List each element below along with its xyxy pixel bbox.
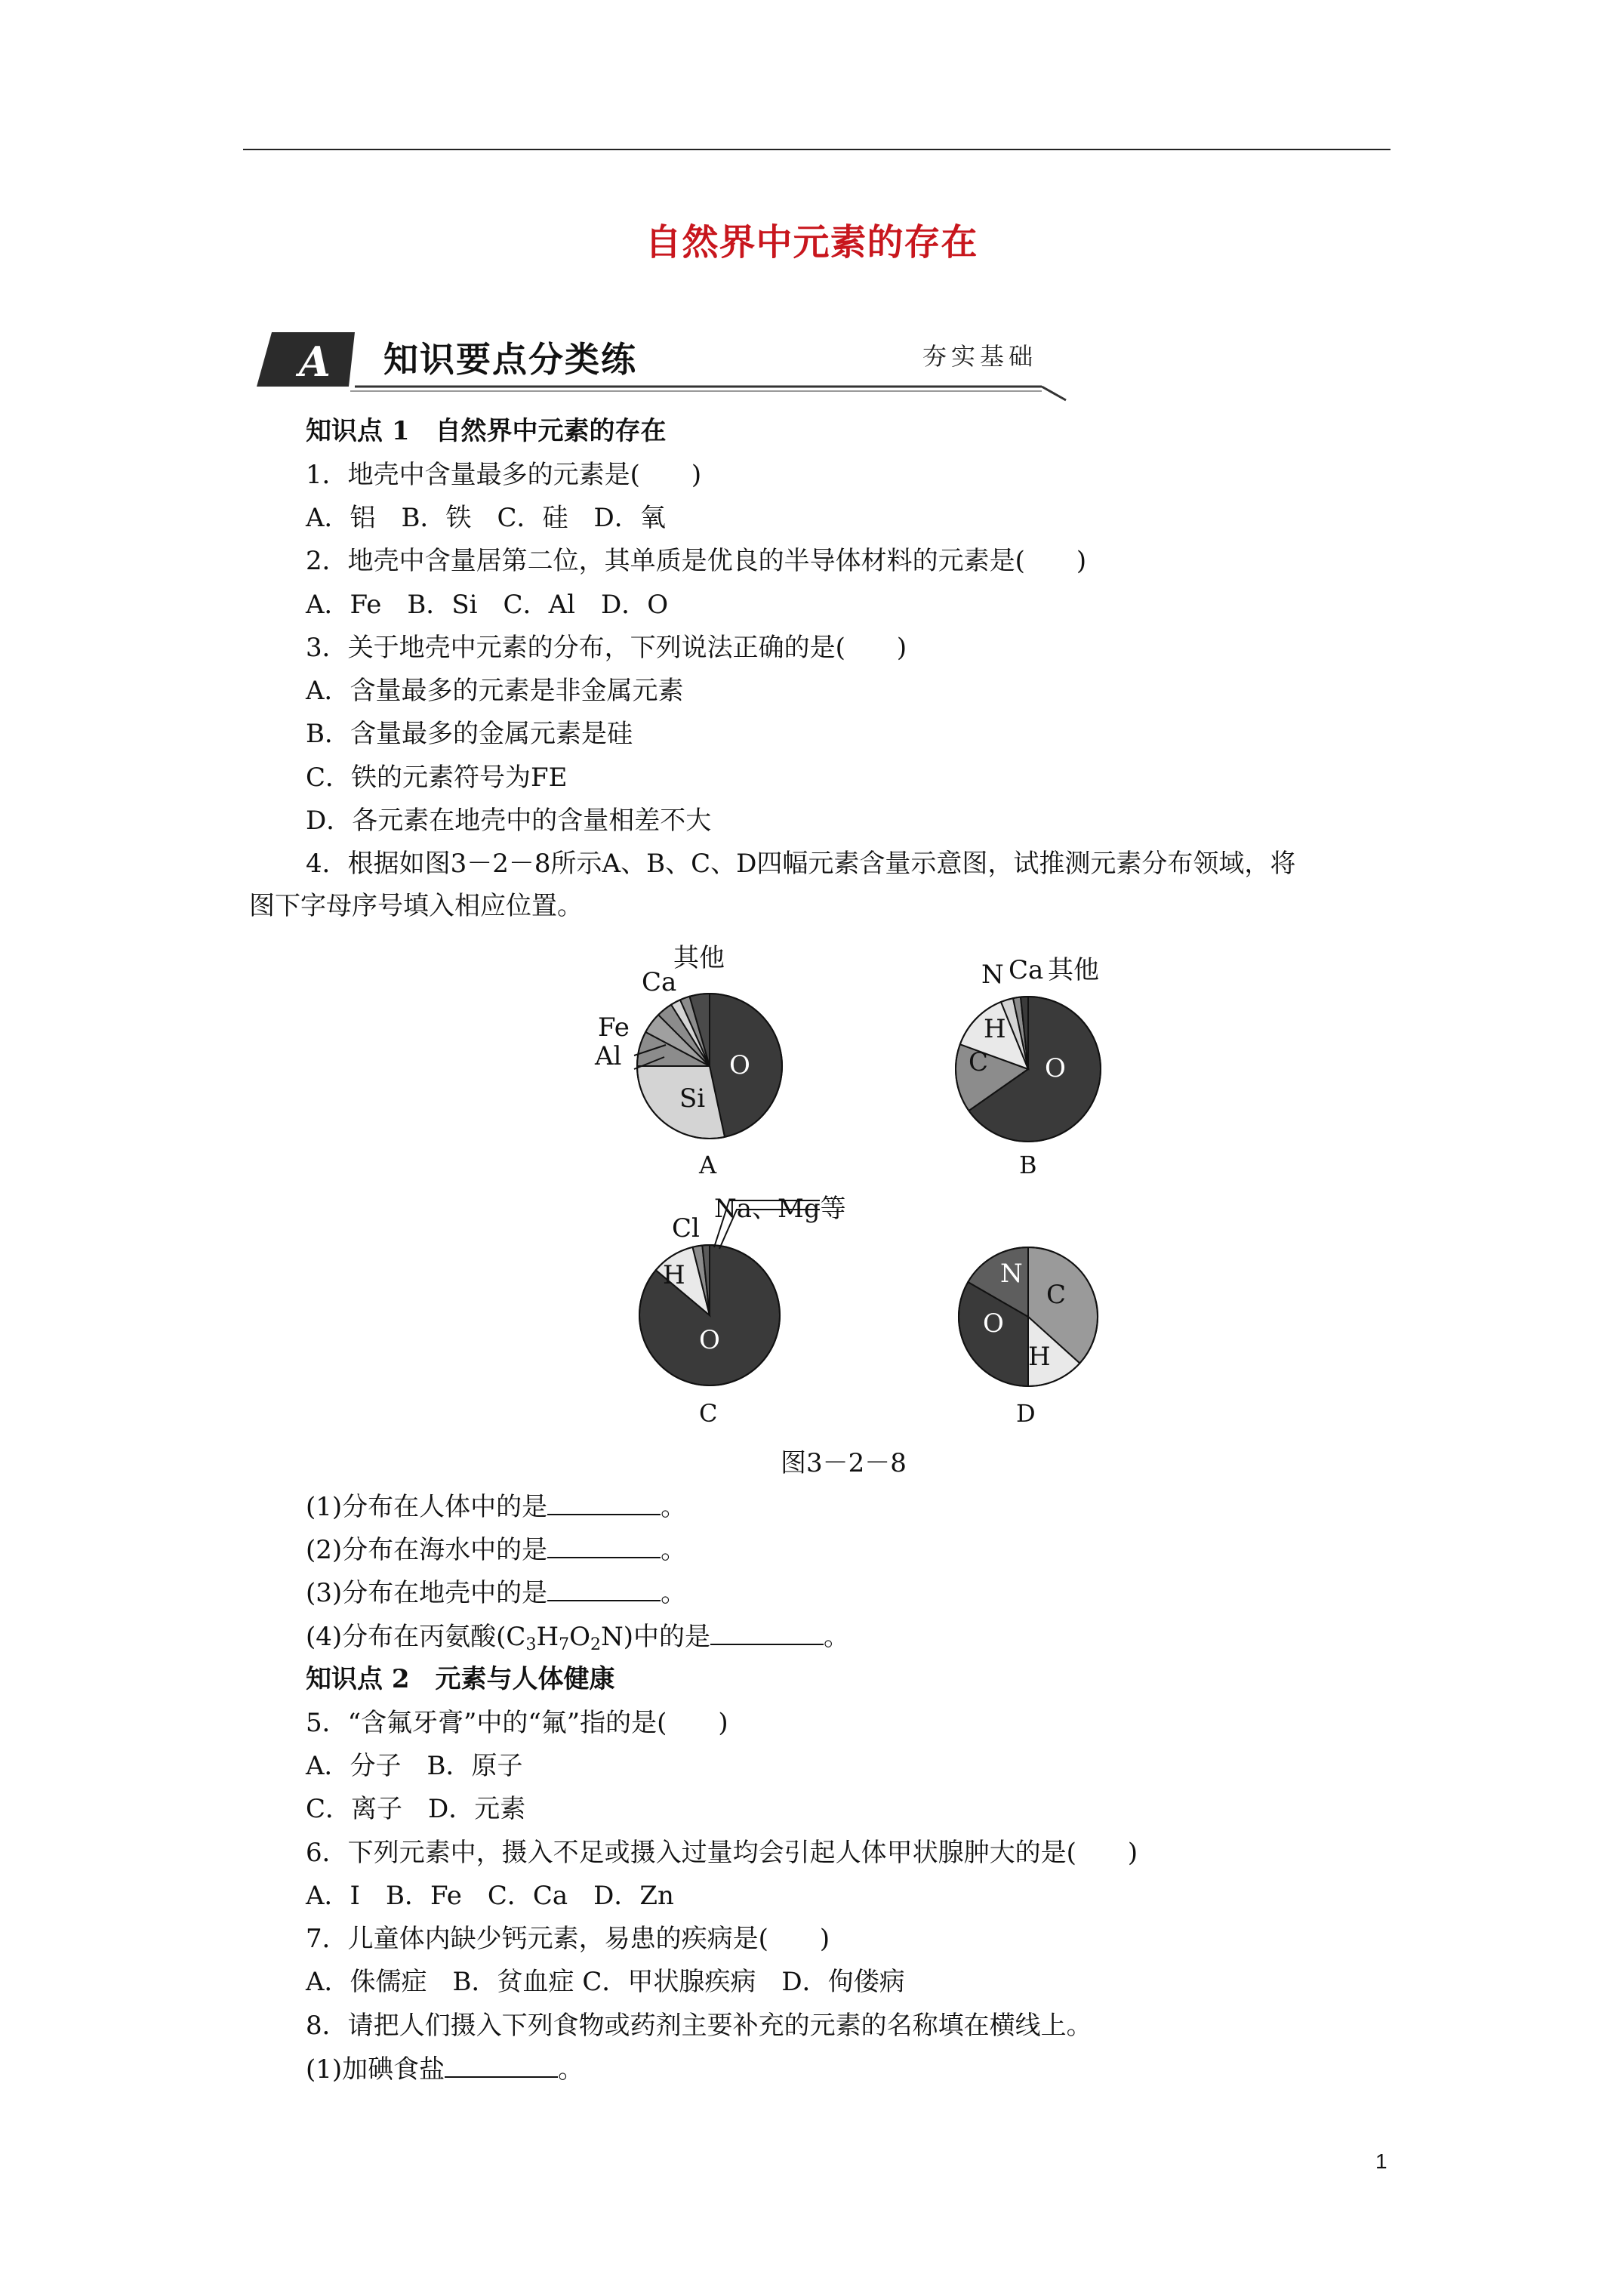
q8-1-period: 。 bbox=[558, 2054, 584, 2085]
pie-c-letter: C bbox=[699, 1399, 718, 1428]
question-4-part-2 bbox=[306, 1534, 686, 1565]
q4-4-sub-2: 7 bbox=[559, 1635, 570, 1654]
section-heading-2: 知识点 2 元素与人体健康 bbox=[306, 1664, 615, 1694]
pie-a-label-ca: Ca bbox=[642, 967, 677, 997]
figure-pie-charts bbox=[559, 936, 1132, 1435]
q4-3-text: (3)分布在地壳中的是 bbox=[306, 1578, 548, 1608]
question-5: 5．“含氟牙膏”中的“氟”指的是( ) bbox=[306, 1708, 728, 1738]
question-5-options-ab: A．分子 B．原子 bbox=[306, 1751, 523, 1781]
question-4-part-3 bbox=[306, 1577, 686, 1608]
question-3-option-d: D．各元素在地壳中的含量相差不大 bbox=[306, 806, 712, 836]
pie-c-label-cl: Cl bbox=[672, 1213, 700, 1244]
q4-2-period: 。 bbox=[661, 1535, 687, 1565]
answer-blank-q4-3[interactable] bbox=[547, 1577, 661, 1601]
q4-3-period: 。 bbox=[661, 1578, 687, 1608]
question-8: 8．请把人们摄入下列食物或药剂主要补充的元素的名称填在横线上。 bbox=[306, 2011, 1092, 2041]
question-7-options: A．侏儒症 B．贫血症 C．甲状腺疾病 D．佝偻病 bbox=[306, 1967, 905, 1997]
pie-a-label-si: Si bbox=[679, 1083, 706, 1114]
q4-2-text: (2)分布在海水中的是 bbox=[306, 1535, 548, 1565]
figure-caption: 图3－2－8 bbox=[781, 1448, 907, 1478]
question-5-options-cd: C．离子 D．元素 bbox=[306, 1794, 526, 1824]
pie-b-label-n: N bbox=[981, 960, 1004, 990]
header-rule bbox=[243, 149, 1390, 150]
question-1-options: A．铝 B．铁 C．硅 D．氧 bbox=[306, 503, 666, 533]
pie-b-label-h: H bbox=[984, 1014, 1006, 1044]
answer-blank-q4-4[interactable] bbox=[710, 1621, 824, 1645]
pie-c bbox=[639, 1194, 846, 1428]
pie-d-label-o: O bbox=[983, 1308, 1004, 1339]
q4-4-text-post: N)中的是 bbox=[600, 1622, 710, 1652]
question-3-option-b: B．含量最多的金属元素是硅 bbox=[306, 719, 633, 749]
pie-d-label-c: C bbox=[1046, 1280, 1067, 1310]
page-number: 1 bbox=[1375, 2150, 1387, 2173]
pie-a-label-fe: Fe bbox=[598, 1012, 630, 1043]
pie-b-label-other: 其他 bbox=[1048, 955, 1099, 985]
pie-b-letter: B bbox=[1019, 1151, 1037, 1179]
pie-a bbox=[594, 943, 782, 1179]
pie-c-label-o: O bbox=[699, 1325, 720, 1355]
pie-d bbox=[959, 1247, 1098, 1428]
q4-4-sub-1: 3 bbox=[525, 1635, 537, 1654]
pie-c-label-na-mg: Na、Mg等 bbox=[714, 1194, 846, 1224]
document-title: 自然界中元素的存在 bbox=[645, 221, 978, 264]
q4-4-text-h: H bbox=[536, 1622, 559, 1652]
pie-a-label-other: 其他 bbox=[673, 943, 725, 973]
q4-4-text-o: O bbox=[569, 1622, 590, 1652]
pie-b-label-ca: Ca bbox=[1009, 955, 1044, 985]
q4-4-sub-3: 2 bbox=[590, 1635, 601, 1654]
section-heading-1: 知识点 1 自然界中元素的存在 bbox=[306, 416, 667, 446]
pie-c-label-h: H bbox=[663, 1260, 685, 1290]
pie-d-letter: D bbox=[1016, 1399, 1036, 1428]
question-8-part-1 bbox=[306, 2054, 584, 2085]
question-3-option-a: A．含量最多的元素是非金属元素 bbox=[306, 676, 684, 706]
pie-b-label-o: O bbox=[1045, 1053, 1066, 1083]
question-1: 1．地壳中含量最多的元素是( ) bbox=[306, 460, 702, 490]
banner-badge-letter: A bbox=[299, 337, 331, 386]
answer-blank-q4-1[interactable] bbox=[547, 1491, 661, 1515]
question-2-options: A．Fe B．Si C．Al D．O bbox=[306, 590, 669, 620]
pie-a-label-o: O bbox=[729, 1050, 750, 1080]
q4-1-text: (1)分布在人体中的是 bbox=[306, 1492, 548, 1522]
banner-tag: 夯实基础 bbox=[922, 342, 1038, 371]
pie-a-label-al: Al bbox=[595, 1041, 622, 1071]
q4-4-period: 。 bbox=[824, 1622, 849, 1652]
question-4-line-2: 图下字母序号填入相应位置。 bbox=[249, 891, 583, 921]
pie-a-letter: A bbox=[699, 1151, 717, 1179]
banner-heading: 知识要点分类练 bbox=[383, 339, 637, 380]
pie-b bbox=[956, 955, 1101, 1179]
question-4-line-1: 4．根据如图3－2－8所示A、B、C、D四幅元素含量示意图，试推测元素分布领域，将 bbox=[306, 849, 1296, 879]
q8-1-text: (1)加碘食盐 bbox=[306, 2054, 445, 2085]
answer-blank-q8-1[interactable] bbox=[445, 2054, 558, 2078]
pie-b-label-c: C bbox=[969, 1047, 989, 1077]
pie-d-label-n: N bbox=[1000, 1259, 1023, 1289]
question-7: 7．儿童体内缺少钙元素，易患的疾病是( ) bbox=[306, 1924, 830, 1954]
question-4-part-1 bbox=[306, 1491, 686, 1522]
question-6-options: A．I B．Fe C．Ca D．Zn bbox=[306, 1881, 674, 1911]
answer-blank-q4-2[interactable] bbox=[547, 1534, 661, 1558]
question-4-part-4 bbox=[306, 1621, 849, 1660]
q4-1-period: 。 bbox=[661, 1492, 687, 1522]
question-6: 6．下列元素中，摄入不足或摄入过量均会引起人体甲状腺肿大的是( ) bbox=[306, 1838, 1138, 1868]
question-2: 2．地壳中含量居第二位，其单质是优良的半导体材料的元素是( ) bbox=[306, 546, 1087, 576]
pie-d-label-h: H bbox=[1028, 1342, 1051, 1372]
q4-4-text-pre: (4)分布在丙氨酸(C bbox=[306, 1622, 526, 1652]
question-3-option-c: C．铁的元素符号为FE bbox=[306, 763, 568, 793]
question-3: 3．关于地壳中元素的分布，下列说法正确的是( ) bbox=[306, 633, 907, 663]
